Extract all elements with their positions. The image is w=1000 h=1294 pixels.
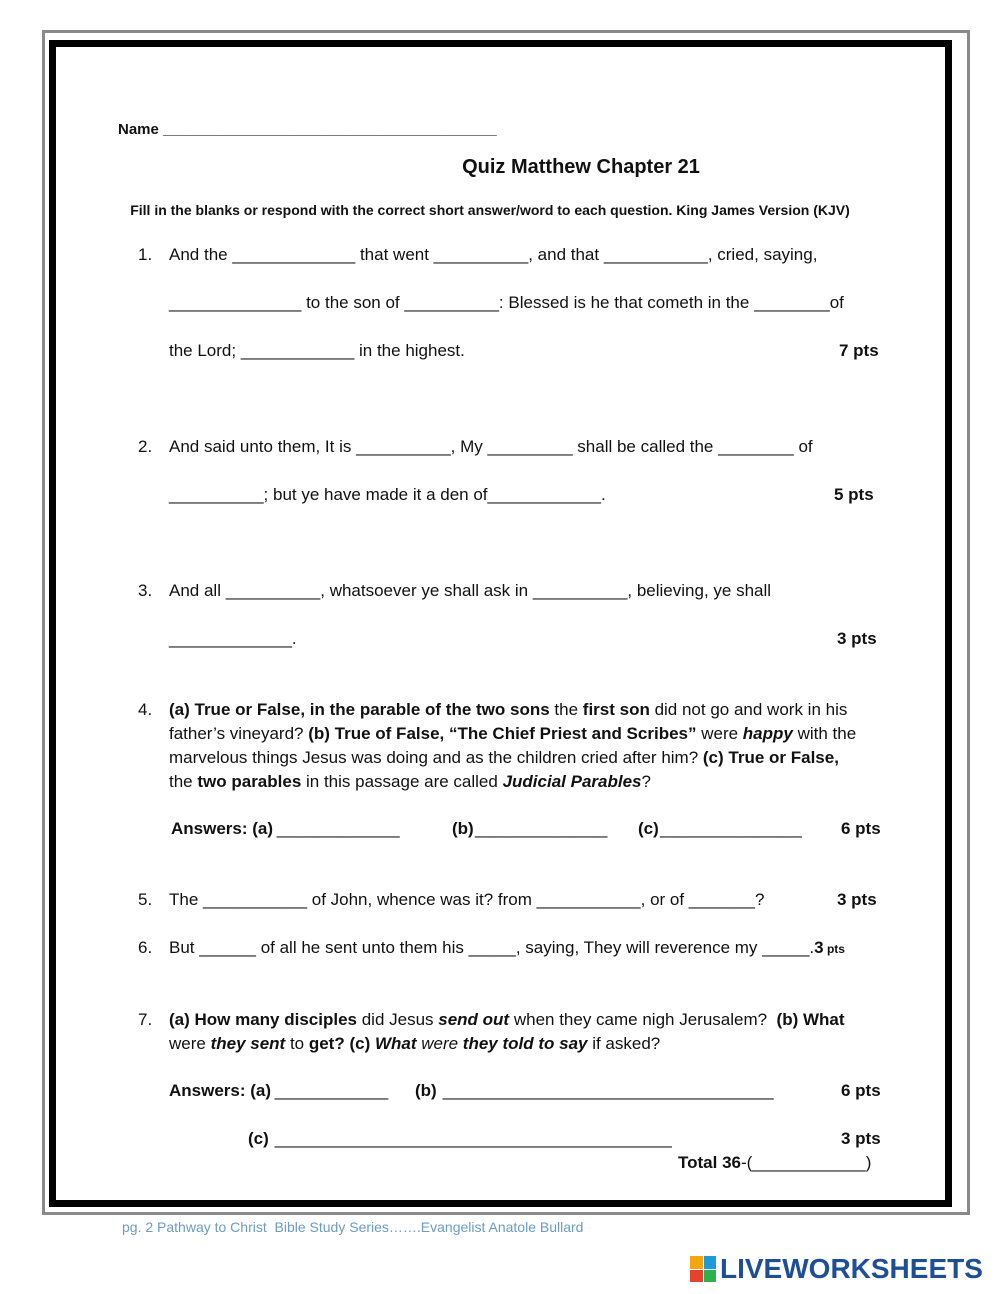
q4-text: father’s vineyard? <box>169 724 309 743</box>
q4-text: marvelous things Jesus was doing and as the children cried after him? <box>169 748 703 767</box>
q7-text: were <box>169 1034 211 1053</box>
q2-line-2[interactable]: __________; but ye have made it a den of____________. <box>169 485 606 504</box>
q4-text: (a) True or False, in the parable of the two sons <box>169 700 550 719</box>
q7-number: 7. <box>138 1010 153 1029</box>
q2-number: 2. <box>138 437 153 456</box>
q4-text: (b) True of False, “The Chief Priest and Scribes” <box>308 724 697 743</box>
q4-answer-a[interactable]: _____________ <box>272 819 400 838</box>
q7-label-c: (c) <box>248 1129 269 1148</box>
q4-text: happy <box>742 724 793 743</box>
q7-line-1 <box>169 1009 845 1031</box>
q7-text: they told to say <box>462 1034 588 1053</box>
q7-text: (b) What <box>776 1010 845 1029</box>
instructions: Fill in the blanks or respond with the correct short answer/word to each question. King James Version (KJV) <box>130 202 850 218</box>
q7-points-ab: 6 pts <box>841 1081 881 1100</box>
q2-points: 5 pts <box>834 485 874 504</box>
q1-points: 7 pts <box>839 341 879 360</box>
q4-answers-label: Answers: (a) <box>171 819 274 838</box>
q4-text: two parables <box>197 772 302 791</box>
q4-text: were <box>696 724 743 743</box>
name-blank[interactable]: ________________________________________ <box>158 121 497 138</box>
q7-text: get? (c) <box>308 1034 375 1053</box>
q4-text: did not go and work in his <box>649 700 848 719</box>
q1-number: 1. <box>138 245 153 264</box>
total-blank[interactable]: -(____________) <box>740 1153 872 1172</box>
q6-text[interactable]: But ______ of all he sent unto them his _____, saying, They will reverence my _____. <box>169 938 815 957</box>
q1-line-3[interactable]: the Lord; ____________ in the highest. <box>169 341 465 360</box>
q4-text: in this passage are called <box>301 772 503 791</box>
q4-line-1 <box>169 699 847 721</box>
footer-text: pg. 2 Pathway to Christ Bible Study Series…….Evangelist Anatole Bullard <box>122 1219 584 1235</box>
q1-line-2[interactable]: ______________ to the son of __________: Blessed is he that cometh in the ________of <box>169 293 844 312</box>
q6-points-unit: pts <box>823 942 845 956</box>
brand-name: LIVEWORKSHEETS <box>720 1253 983 1284</box>
q4-line-3 <box>169 747 839 769</box>
q5-line-1[interactable]: The ___________ of John, whence was it? from ___________, or of _______? <box>169 890 765 909</box>
q1-line-1[interactable]: And the _____________ that went __________, and that ___________, cried, saying, <box>169 245 818 264</box>
q4-answer-b[interactable]: ______________ <box>475 819 608 838</box>
q4-text: (c) True or False, <box>702 748 839 767</box>
q4-text: ? <box>641 772 651 791</box>
q3-line-2[interactable]: _____________. <box>169 629 297 648</box>
q3-number: 3. <box>138 581 153 600</box>
q7-text: when they came nigh Jerusalem? <box>509 1010 777 1029</box>
name-label: Name <box>118 121 159 138</box>
q6-line-1[interactable] <box>169 937 845 960</box>
q6-number: 6. <box>138 938 153 957</box>
q7-answer-b[interactable]: ___________________________________ <box>438 1081 774 1100</box>
q7-text: if asked? <box>587 1034 661 1053</box>
q4-label-c: (c) <box>638 819 659 838</box>
q7-text: to <box>285 1034 309 1053</box>
q7-answer-a[interactable]: ____________ <box>270 1081 389 1100</box>
q2-line-1[interactable]: And said unto them, It is __________, My _________ shall be called the ________ of <box>169 437 813 456</box>
q4-answer-c[interactable]: _______________ <box>660 819 802 838</box>
q7-points-c: 3 pts <box>841 1129 881 1148</box>
q7-answer-c[interactable]: __________________________________________ <box>270 1129 672 1148</box>
q7-text: did Jesus <box>357 1010 439 1029</box>
q4-text: the <box>169 772 198 791</box>
q3-points: 3 pts <box>837 629 877 648</box>
liveworksheets-brand <box>690 1253 983 1285</box>
q5-points: 3 pts <box>837 890 877 909</box>
q4-text: Judicial Parables <box>502 772 642 791</box>
q4-line-2 <box>169 723 856 745</box>
q7-text: What <box>374 1034 417 1053</box>
q6-points-number: 3 <box>814 938 824 957</box>
q4-line-4 <box>169 771 651 793</box>
q7-text: (a) How many disciples <box>169 1010 357 1029</box>
q5-number: 5. <box>138 890 153 909</box>
q7-text: send out <box>438 1010 510 1029</box>
name-field[interactable] <box>118 119 497 141</box>
total-label: Total 36 <box>678 1153 741 1172</box>
q7-text: were <box>416 1034 463 1053</box>
q7-answers-label: Answers: (a) <box>169 1081 272 1100</box>
q7-label-b: (b) <box>415 1081 437 1100</box>
q4-number: 4. <box>138 700 153 719</box>
q4-text: with the <box>792 724 857 743</box>
q4-text: the <box>549 700 583 719</box>
q4-label-b: (b) <box>452 819 474 838</box>
page-title: Quiz Matthew Chapter 21 <box>462 156 700 178</box>
q4-text: first son <box>582 700 650 719</box>
total-score[interactable] <box>678 1152 871 1174</box>
q7-line-2 <box>169 1033 660 1055</box>
q3-line-1[interactable]: And all __________, whatsoever ye shall ask in __________, believing, ye shall <box>169 581 772 600</box>
q4-points: 6 pts <box>841 819 881 838</box>
liveworksheets-logo-icon <box>690 1256 716 1282</box>
q7-text: they sent <box>210 1034 286 1053</box>
